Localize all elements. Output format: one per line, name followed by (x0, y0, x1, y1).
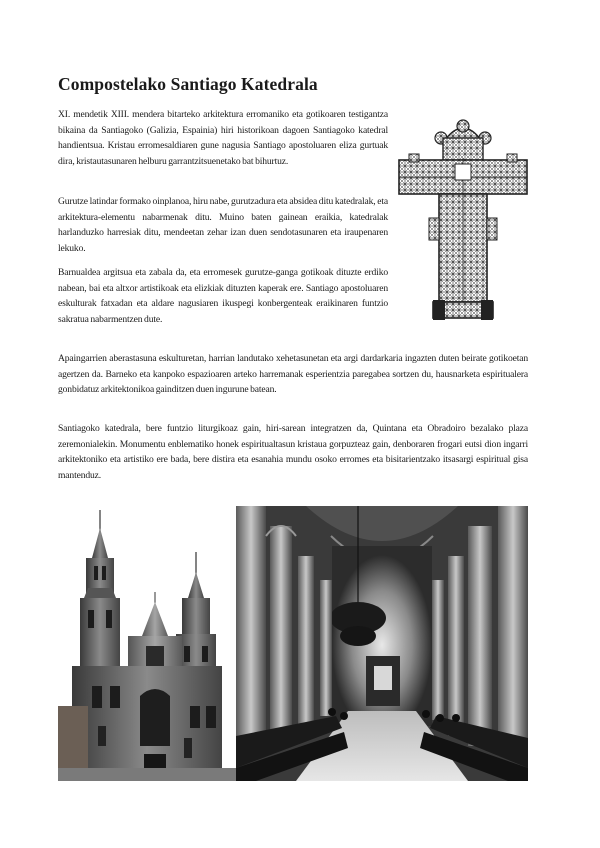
cathedral-facade-icon (58, 506, 236, 781)
paragraph-5: Santiagoko katedrala, bere funtzio liturgikoaz gain, hiri-sarean integratzen da, Quintana eta Obradoiro bezalako plaza zeremonialekin. Monumentu enblematiko honek espiritualtasun kristaua gorpuzteaz gain, denboraren frogari eutsi dion ingarri arkitektoniko eta artistiko ere bada, bere distira eta esanahia mundu osoko erromes eta bisitarientzako itsasargi espiritual gisa mantenduz. (58, 423, 528, 481)
paragraph-4: Apaingarrien aberastasuna eskulturetan, harrian landutako xehetasunetan eta argi dardarkaria ingazten duten beirate gotikoetan agertzen da. Barneko eta kanpoko espazioaren arteko harremanak esperientzia paregabea sortzen du, hausnarketa espiritualera gonbidatuz arkitektonikoa gainditzen duen ingurune batean. (58, 353, 528, 396)
page-title: Compostelako Santiago Katedrala (58, 74, 318, 94)
cathedral-nave-interior-icon (236, 506, 528, 781)
cathedral-floorplan-icon (393, 118, 533, 324)
paragraph-1: XI. mendetik XIII. mendera bitarteko arkitektura erromaniko eta gotikoaren testigantza bikaina da Santiagoko (Galizia, Espainia) hiri historikoan dagoen Santiagoko katedral handientsua. Kristau erromesaldiaren gune nagusia Santiago apostoluaren eliza gurtuak dira, kristautasunaren helburu garrantzitsuenetako bat bihurtuz. (58, 109, 388, 167)
paragraph-3: Barnualdea argitsua eta zabala da, eta erromesek gurutze-ganga gotikoak dituzte erdiko nabean, bai eta altxor artistikoak eta elizkiak dituzten kaperak ere. Santiago apostoluaren eskulturak fatxadan eta aldare nagusiaren ikuspegi konbergenteak eraikinaren funtzio sakratua nabarmentzen dute. (58, 267, 388, 325)
paragraph-2: Gurutze latindar formako oinplanoa, hiru nabe, gurutzadura eta absidea ditu katedralak, eta arkitektura-elementu nabarmenak ditu. Muino baten gainean eraikia, katedralak harlanduzko harresiak ditu, mendeetan zehar izan duen sendotasunaren eta iraupenaren lekuko. (58, 196, 388, 254)
